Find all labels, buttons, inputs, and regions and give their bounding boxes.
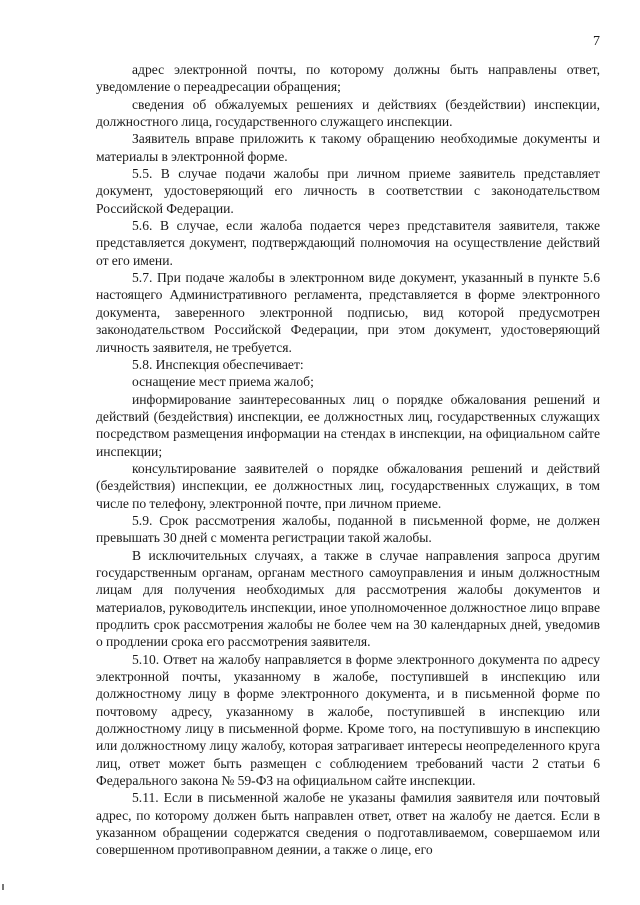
paragraph-informing: информирование заинтересованных лиц о порядке обжалования решений и действий (бездействия) инспекции, ее должностных лиц, государственных служащих посредством размещения информации на стендах в инспекции, на официальном сайте инспекции; (96, 391, 600, 459)
document-body (96, 61, 600, 859)
paragraph-appealed-decisions: сведения об обжалуемых решениях и действиях (бездействии) инспекции, должностного лица, государственного служащего инспекции. (96, 96, 600, 130)
page-number: 7 (593, 34, 600, 49)
scan-edge-mark (2, 884, 4, 890)
paragraph-consulting: консультирование заявителей о порядке обжалования решений и действий (бездействия) инспекции, ее должностных лиц, государственных служащих, в том числе по телефону, электронной почте, при личном приеме. (96, 460, 600, 511)
paragraph-equipping-places: оснащение мест приема жалоб; (132, 374, 314, 390)
paragraph-5-10: 5.10. Ответ на жалобу направляется в форме электронного документа по адресу электронной почты, указанному в жалобе, поступившей в инспекцию или должностному лицу в форме электронного документа, и в письменной форме по почтовому адресу, указанному в жалобе, поступившей в инспекцию или должностному лицу в письменной форме. Кроме того, на поступившую в инспекцию или должностному лицу жалобу, которая затрагивает интересы неопределенного круга лиц, ответ может быть размещен с соблюдением требований части 2 статьи 6 Федерального закона № 59-ФЗ на официальном сайте инспекции. (96, 651, 600, 789)
paragraph-5-5: 5.5. В случае подачи жалобы при личном приеме заявитель представляет документ, удостоверяющий его личность в соответствии с законодательством Российской Федерации. (96, 166, 600, 216)
paragraph-5-8: 5.8. Инспекция обеспечивает: (132, 356, 304, 372)
paragraph-5-7: 5.7. При подаче жалобы в электронном виде документ, указанный в пункте 5.6 настоящего Административного регламента, представляется в форме электронного документа, заверенного электронной подписью, вид которой предусмотрен законодательством Российской Федерации, при этом документ, удостоверяющий личность заявителя, не требуется. (96, 270, 600, 355)
paragraph-attach-documents: Заявитель вправе приложить к такому обращению необходимые документы и материалы в электронной форме. (96, 131, 600, 164)
paragraph-exceptional-cases: В исключительных случаях, а также в случае направления запроса другим государственным органам, органам местного самоуправления и иным должностным лицам для получения необходимых для рассмотрения жалобы документов и материалов, руководитель инспекции, иное уполномоченное должностное лицо вправе продлить срок рассмотрения жалобы не более чем на 30 календарных дней, уведомив о продлении срока его рассмотрения заявителя. (96, 547, 600, 650)
paragraph-5-9: 5.9. Срок рассмотрения жалобы, поданной в письменной форме, не должен превышать 30 дней с момента регистрации такой жалобы. (96, 512, 600, 546)
paragraph-5-6: 5.6. В случае, если жалоба подается через представителя заявителя, также представляется документ, подтверждающий полномочия на осуществление действий от его имени. (96, 218, 600, 268)
paragraph-email-address: адрес электронной почты, по которому должны быть направлены ответ, уведомление о переадресации обращения; (96, 62, 600, 95)
paragraph-5-11: 5.11. Если в письменной жалобе не указаны фамилия заявителя или почтовый адрес, по которому должен быть направлен ответ, ответ на жалобу не дается. Если в указанном обращении содержатся сведения о подготавливаемом, совершаемом или совершенном противоправном деянии, а также о лице, его (96, 790, 600, 858)
